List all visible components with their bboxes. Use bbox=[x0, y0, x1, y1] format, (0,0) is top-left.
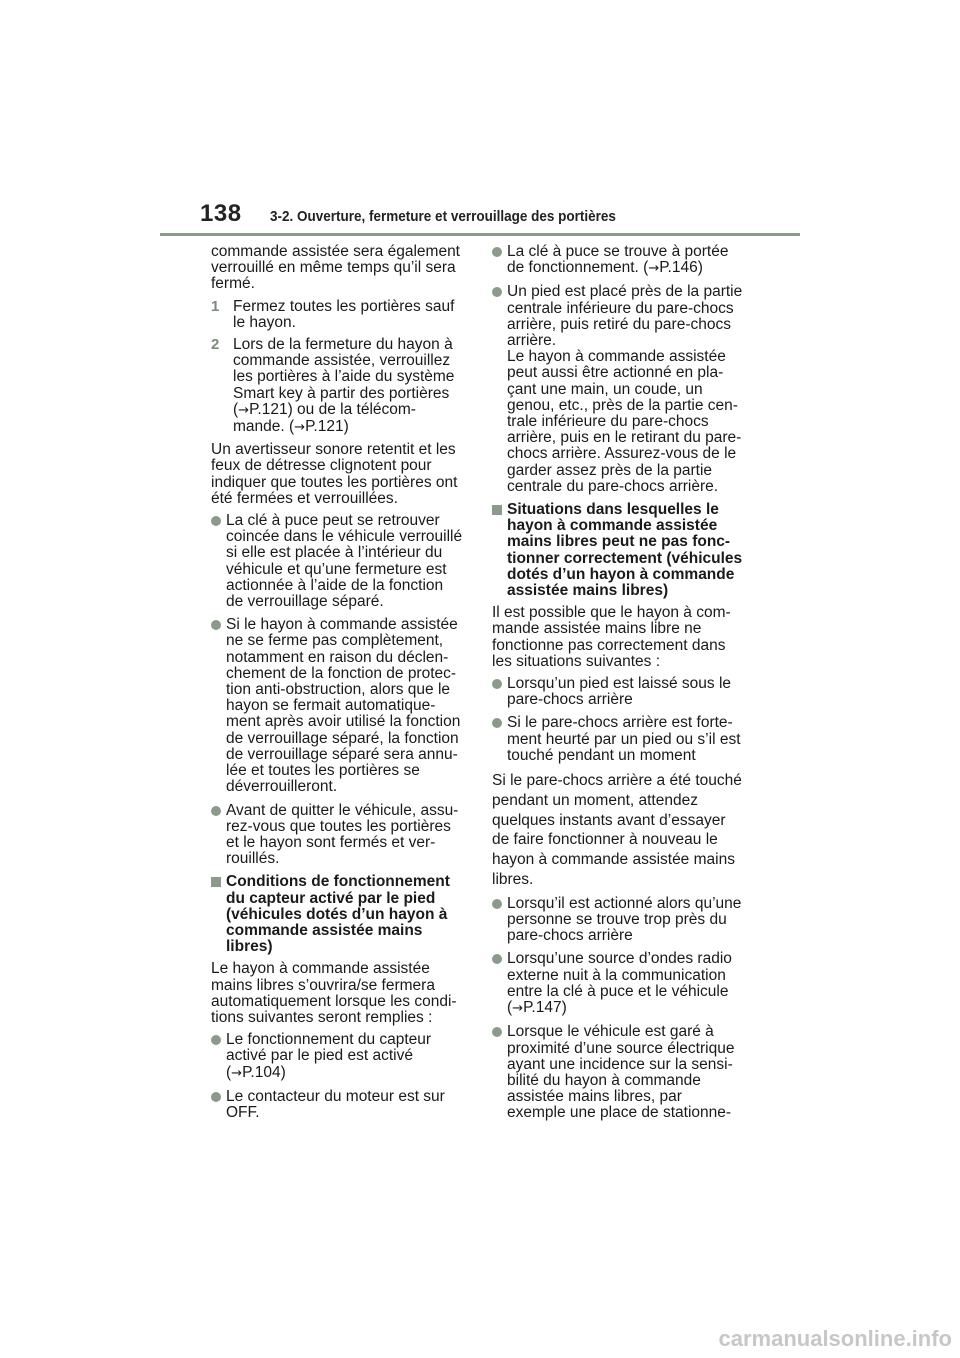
circle-bullet-icon bbox=[492, 679, 502, 689]
header-rule bbox=[160, 233, 800, 236]
circle-bullet-icon bbox=[211, 806, 221, 816]
heading-text: Situations dans lesquelles le hayon à commande assistée mains libres peut ne pas fonc- tionner correctement (véhicules dotés d’un hayon à commande assistée mains libres) bbox=[507, 501, 743, 600]
heading-text: Conditions de fonctionnement du capteur activé par le pied (véhicules dotés d’un hayon à commande assistée mains libres) bbox=[226, 873, 450, 956]
heading-body: Le hayon à commande assistée mains libres s’ouvrira/se fermera automatiquement lorsque les condi- tions suivantes seront remplies : bbox=[211, 960, 457, 1026]
page-reference-link[interactable]: P.121 bbox=[305, 418, 344, 436]
bullet-item bbox=[211, 1089, 471, 1121]
bullet-item bbox=[492, 284, 754, 495]
heading-body: Il est possible que le hayon à com- mande assistée mains libre ne fonctionne pas correctement dans les situations suivantes : bbox=[492, 604, 731, 670]
step-1 bbox=[211, 299, 471, 331]
bullet-text: Si le hayon à commande assistée ne se ferme pas complètement, notamment en raison du déclen- chement de la fonction de protec- tion anti-obstruction, alors que le hayon se fermait automatique- ment après avoir utilisé la fonction de verrouillage séparé, la fonction de verrouillage séparé sera annu- lée et toutes les portières se déverrouilleront. bbox=[226, 616, 461, 796]
bullet-item bbox=[492, 676, 754, 708]
bullet-text: Si le pare-chocs arrière est forte- ment heurté par un pied ou s’il est touché pendant un moment bbox=[507, 714, 741, 764]
circle-bullet-icon bbox=[492, 247, 502, 257]
bullet-item bbox=[492, 244, 754, 277]
note-paragraph: Si le pare-chocs arrière a été touché pendant un moment, attendez quelques instants avant d’essayer de faire fonctionner à nouveau le hayon à commande assistée mains libres. bbox=[492, 772, 742, 889]
bullet-item bbox=[211, 513, 471, 610]
bullet-text: Lorsqu’un pied est laissé sous le pare-chocs arrière bbox=[507, 675, 732, 709]
bullet-text: Le fonctionnement du capteur activé par le pied est activé ( bbox=[226, 1031, 432, 1081]
bullet-item bbox=[492, 896, 754, 945]
section-heading bbox=[211, 874, 471, 955]
bullet-text: Avant de quitter le véhicule, assu- rez-vous que toutes les portières et le hayon sont fermés et ver- rouillés. bbox=[226, 801, 459, 868]
reference-arrow-icon: → bbox=[294, 420, 306, 436]
step-text: Fermez toutes les portières sauf le hayon. bbox=[233, 297, 455, 331]
circle-bullet-icon bbox=[492, 899, 502, 909]
step-number: 1 bbox=[211, 297, 220, 315]
circle-bullet-icon bbox=[211, 1092, 221, 1102]
step-text: ) ou de la télécom- mande. ( bbox=[233, 400, 416, 436]
bullet-text: Lorsqu’il est actionné alors qu’une personne se trouve trop près du pare-chocs arrière bbox=[507, 894, 742, 945]
bullet-item bbox=[211, 617, 471, 795]
reference-arrow-icon: → bbox=[238, 402, 250, 418]
circle-bullet-icon bbox=[492, 954, 502, 964]
bullet-text: ) bbox=[697, 259, 703, 277]
circle-bullet-icon bbox=[211, 516, 221, 526]
bullet-text: La clé à puce peut se retrouver coincée dans le véhicule verrouillé si elle est placée à l’intérieur du véhicule et qu’une fermeture est actionnée à l’aide de la fonction de verrouillage séparé. bbox=[226, 512, 463, 611]
square-bullet-icon bbox=[211, 877, 221, 887]
bullet-text: Un pied est placé près de la partie centrale inférieure du pare-chocs arrière, puis retiré du pare-chocs arrière. Le hayon à commande assistée peut aussi être actionné en pla- çant une main, un coude, un genou, etc., près de la partie cen- trale inférieure du pare-chocs arrière, puis en le retirant du pare- chocs arrière. Assurez-vous de le garder assez près de la partie centrale du pare-chocs arrière. bbox=[507, 283, 743, 495]
bullet-text: ) bbox=[280, 1063, 286, 1081]
circle-bullet-icon bbox=[492, 287, 502, 297]
bullet-text: ) bbox=[561, 999, 567, 1017]
bullet-text: Le contacteur du moteur est sur OFF. bbox=[226, 1087, 445, 1121]
reference-arrow-icon: → bbox=[231, 1065, 243, 1081]
circle-bullet-icon bbox=[492, 718, 502, 728]
confirmation-paragraph: Un avertisseur sonore retentit et les feux de détresse clignotent pour indiquer que toutes les portières ont été fermées et verrouillées. bbox=[211, 441, 458, 507]
page-number: 138 bbox=[200, 200, 242, 227]
bullet-text: La clé à puce se trouve à portée de fonctionnement. ( bbox=[507, 243, 729, 277]
step-2 bbox=[211, 337, 471, 436]
page-reference-link[interactable]: P.121 bbox=[249, 400, 288, 418]
page-reference-link[interactable]: P.147 bbox=[523, 999, 562, 1017]
reference-arrow-icon: → bbox=[648, 261, 660, 277]
bullet-text: Lorsqu’une source d’ondes radio externe nuit à la communication entre la clé à puce et le véhicule ( bbox=[507, 950, 732, 1017]
reference-arrow-icon: → bbox=[512, 1001, 524, 1017]
circle-bullet-icon bbox=[492, 1027, 502, 1037]
left-column bbox=[211, 244, 471, 1128]
section-title: 3-2. Ouverture, fermeture et verrouillage des portières bbox=[270, 208, 616, 225]
page-reference-link[interactable]: P.104 bbox=[242, 1063, 281, 1081]
bullet-item bbox=[211, 803, 471, 868]
bullet-item bbox=[492, 1024, 754, 1121]
square-bullet-icon bbox=[492, 505, 502, 515]
step-number: 2 bbox=[211, 336, 220, 354]
bullet-item bbox=[492, 951, 754, 1017]
step-text: Lors de la fermeture du hayon à commande assistée, verrouillez les portières à l’aide du système Smart key à partir des portières ( bbox=[233, 336, 455, 418]
bullet-item bbox=[492, 715, 754, 764]
bullet-text: Lorsque le véhicule est garé à proximité d’une source électrique ayant une incidence sur la sensi- bilité du hayon à commande assistée mains libres, par exemple une place de stationne- bbox=[507, 1023, 735, 1122]
page-reference-link[interactable]: P.146 bbox=[659, 259, 698, 277]
bullet-item bbox=[211, 1032, 471, 1082]
intro-paragraph: commande assistée sera également verrouillé en même temps qu’il sera fermé. bbox=[211, 243, 460, 293]
right-column bbox=[492, 244, 754, 1129]
step-text: ) bbox=[343, 418, 349, 436]
circle-bullet-icon bbox=[211, 1035, 221, 1045]
section-heading bbox=[492, 502, 754, 599]
watermark: carmanualsonline.info bbox=[718, 1326, 952, 1351]
circle-bullet-icon bbox=[211, 620, 221, 630]
